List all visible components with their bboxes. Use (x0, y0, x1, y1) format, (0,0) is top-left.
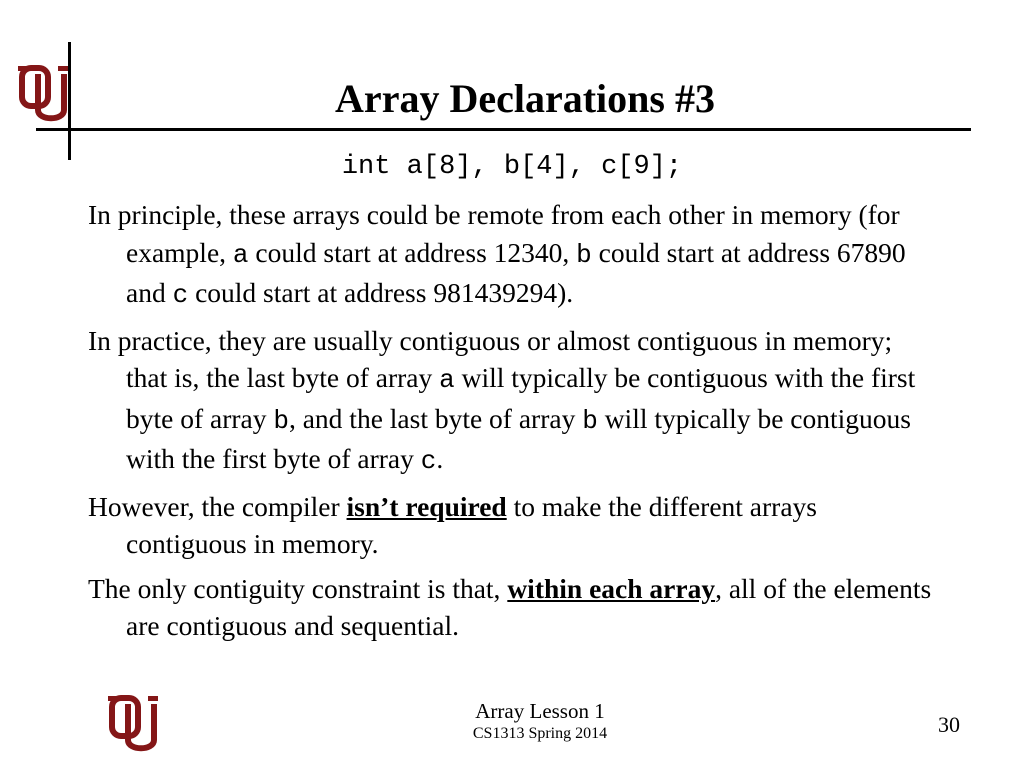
paragraph-text: The only contiguity constraint is that, (88, 572, 508, 604)
paragraph-however (88, 488, 938, 563)
slide-title: Array Declarations #3 (335, 76, 715, 121)
paragraph-text: could start at address 12340, (248, 236, 577, 268)
emphasized-text: within each array (507, 572, 716, 604)
paragraph-text: , all of the elements are contiguous and sequential. (126, 572, 932, 641)
emphasized-text: isn’t required (346, 490, 507, 522)
paragraph-text: will typically be contiguous with the first byte of array (126, 362, 916, 434)
ou-logo-icon (18, 64, 68, 128)
code-identifier: a (232, 239, 249, 270)
code-identifier: c (420, 446, 437, 476)
footer-term: CS1313 Spring 2014 (472, 725, 608, 742)
slide-body (88, 196, 938, 652)
paragraph-text: , and the last byte of array (288, 402, 583, 434)
paragraph-constraint (88, 570, 938, 645)
paragraph-text: In principle, these arrays could be remote from each other in memory (for example, (88, 199, 900, 268)
footer-course: Array Lesson 1 (475, 699, 605, 723)
vertical-rule (68, 42, 71, 160)
code-identifier: b (582, 405, 598, 436)
code-identifier: b (576, 239, 592, 270)
paragraph-text: In practice, they are usually contiguous or almost contiguous in memory; that is, the last byte of array (88, 324, 893, 393)
paragraph-text: . (436, 443, 444, 474)
horizontal-rule (36, 128, 971, 131)
paragraph-principle (88, 196, 938, 315)
page-number: 30 (938, 712, 960, 737)
paragraph-text: will typically be contiguous with the first byte of array (126, 402, 911, 474)
code-identifier: c (172, 280, 189, 310)
ou-logo-icon (108, 694, 158, 758)
code-identifier: a (439, 365, 455, 395)
paragraph-text: could start at address 981439294). (188, 277, 574, 308)
paragraph-text: could start at address 67890 and (126, 236, 906, 308)
code-identifier: b (273, 405, 289, 436)
code-declaration: int a[8], b[4], c[9]; (341, 152, 683, 182)
paragraph-text: to make the different arrays contiguous in memory. (126, 490, 817, 559)
paragraph-text: However, the compiler (88, 490, 347, 522)
paragraph-practice (88, 322, 938, 481)
